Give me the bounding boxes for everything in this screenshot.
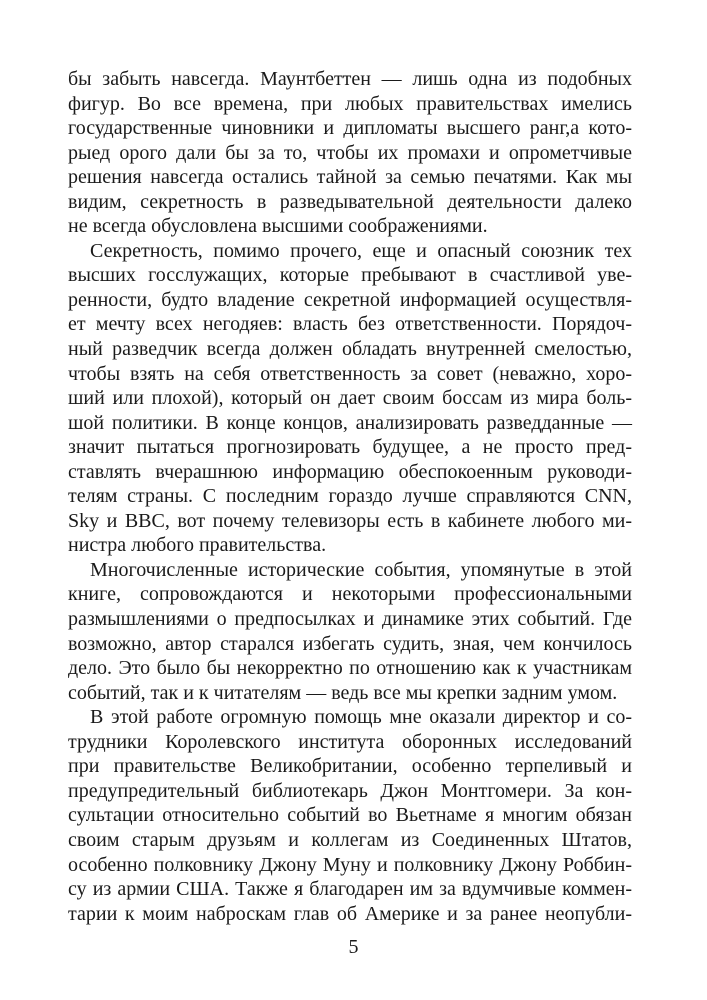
paragraph xyxy=(68,705,632,926)
text-line: возможно, автор старался избегать судить, зная, чем кончилось xyxy=(68,632,632,655)
text-line: видим, секретность в разведывательной деятельности далеко xyxy=(68,190,632,213)
text-line: су из армии США. Также я благодарен им за вдумчивые коммен- xyxy=(68,878,632,901)
text-line: высших госслужащих, которые пребывают в счастливой уве- xyxy=(68,264,632,287)
text-line: В этой работе огромную помощь мне оказали директор и со- xyxy=(90,706,632,729)
text-line: своим старым друзьям и коллегам из Соединенных Штатов, xyxy=(68,828,632,851)
text-line: книге, сопровождаются и некоторыми профессиональными xyxy=(68,583,632,606)
text-line: событий, так и к читателям — ведь все мы крепки задним умом. xyxy=(68,681,618,704)
paragraph xyxy=(68,67,632,239)
paragraph xyxy=(68,558,632,705)
text-line: ставлять вчерашнюю информацию обеспокоенным руководи- xyxy=(68,460,632,483)
text-line: нистра любого правительства. xyxy=(68,534,327,557)
text-line: трудники Королевского института оборонных исследований xyxy=(68,730,632,753)
text-line: чтобы взять на себя ответственность за совет (неважно, хоро- xyxy=(68,362,632,385)
page-number: 5 xyxy=(348,936,359,958)
text-line: рыед орого дали бы за то, чтобы их промахи и опрометчивые xyxy=(68,141,632,164)
paragraph xyxy=(68,239,632,558)
text-line: значит пытаться прогнозировать будущее, а не просто пред- xyxy=(68,436,632,459)
text-line: Секретность, помимо прочего, еще и опасный союзник тех xyxy=(90,239,632,262)
text-line: ный разведчик всегда должен обладать внутренней смелостью, xyxy=(68,338,632,361)
text-line: государственные чиновники и дипломаты высшего ранг,а кото- xyxy=(68,117,632,140)
text-line: предупредительный библиотекарь Джон Монтгомери. За кон- xyxy=(68,779,632,802)
text-line: решения навсегда остались тайной за семью печатями. Как мы xyxy=(68,166,632,189)
text-line: дело. Это было бы некорректно по отношению как к участникам xyxy=(68,657,632,680)
body-text xyxy=(68,67,632,926)
text-line: размышлениями о предпосылках и динамике этих событий. Где xyxy=(68,608,632,631)
text-line: ет мечту всех негодяев: власть без ответственности. Порядоч- xyxy=(68,313,632,336)
text-line: Многочисленные исторические события, упомянутые в этой xyxy=(90,558,632,581)
text-line: особенно полковнику Джону Муну и полковнику Джону Роббин- xyxy=(68,853,632,876)
text-line: тарии к моим наброскам глав об Америке и за ранее неопубли- xyxy=(68,902,632,925)
text-line: телям страны. С последним гораздо лучше справляются CNN, xyxy=(68,485,632,508)
text-line: сультации относительно событий во Вьетнаме я многим обязан xyxy=(68,804,632,827)
text-line: бы забыть навсегда. Маунтбеттен — лишь одна из подобных xyxy=(68,68,632,90)
text-line: Sky и BBC, вот почему телевизоры есть в кабинете любого ми- xyxy=(68,509,632,532)
text-line: ренности, будто владение секретной информацией осуществля- xyxy=(68,288,632,311)
text-line: не всегда обусловлена высшими соображениями. xyxy=(68,215,488,238)
text-line: шой политики. В конце концов, анализировать разведданные — xyxy=(68,411,632,434)
text-line: ший или плохой), который он дает своим боссам из мира боль- xyxy=(68,387,632,410)
text-line: фигур. Во все времена, при любых правительствах имелись xyxy=(68,92,632,115)
text-line: при правительстве Великобритании, особенно терпеливый и xyxy=(68,755,632,778)
